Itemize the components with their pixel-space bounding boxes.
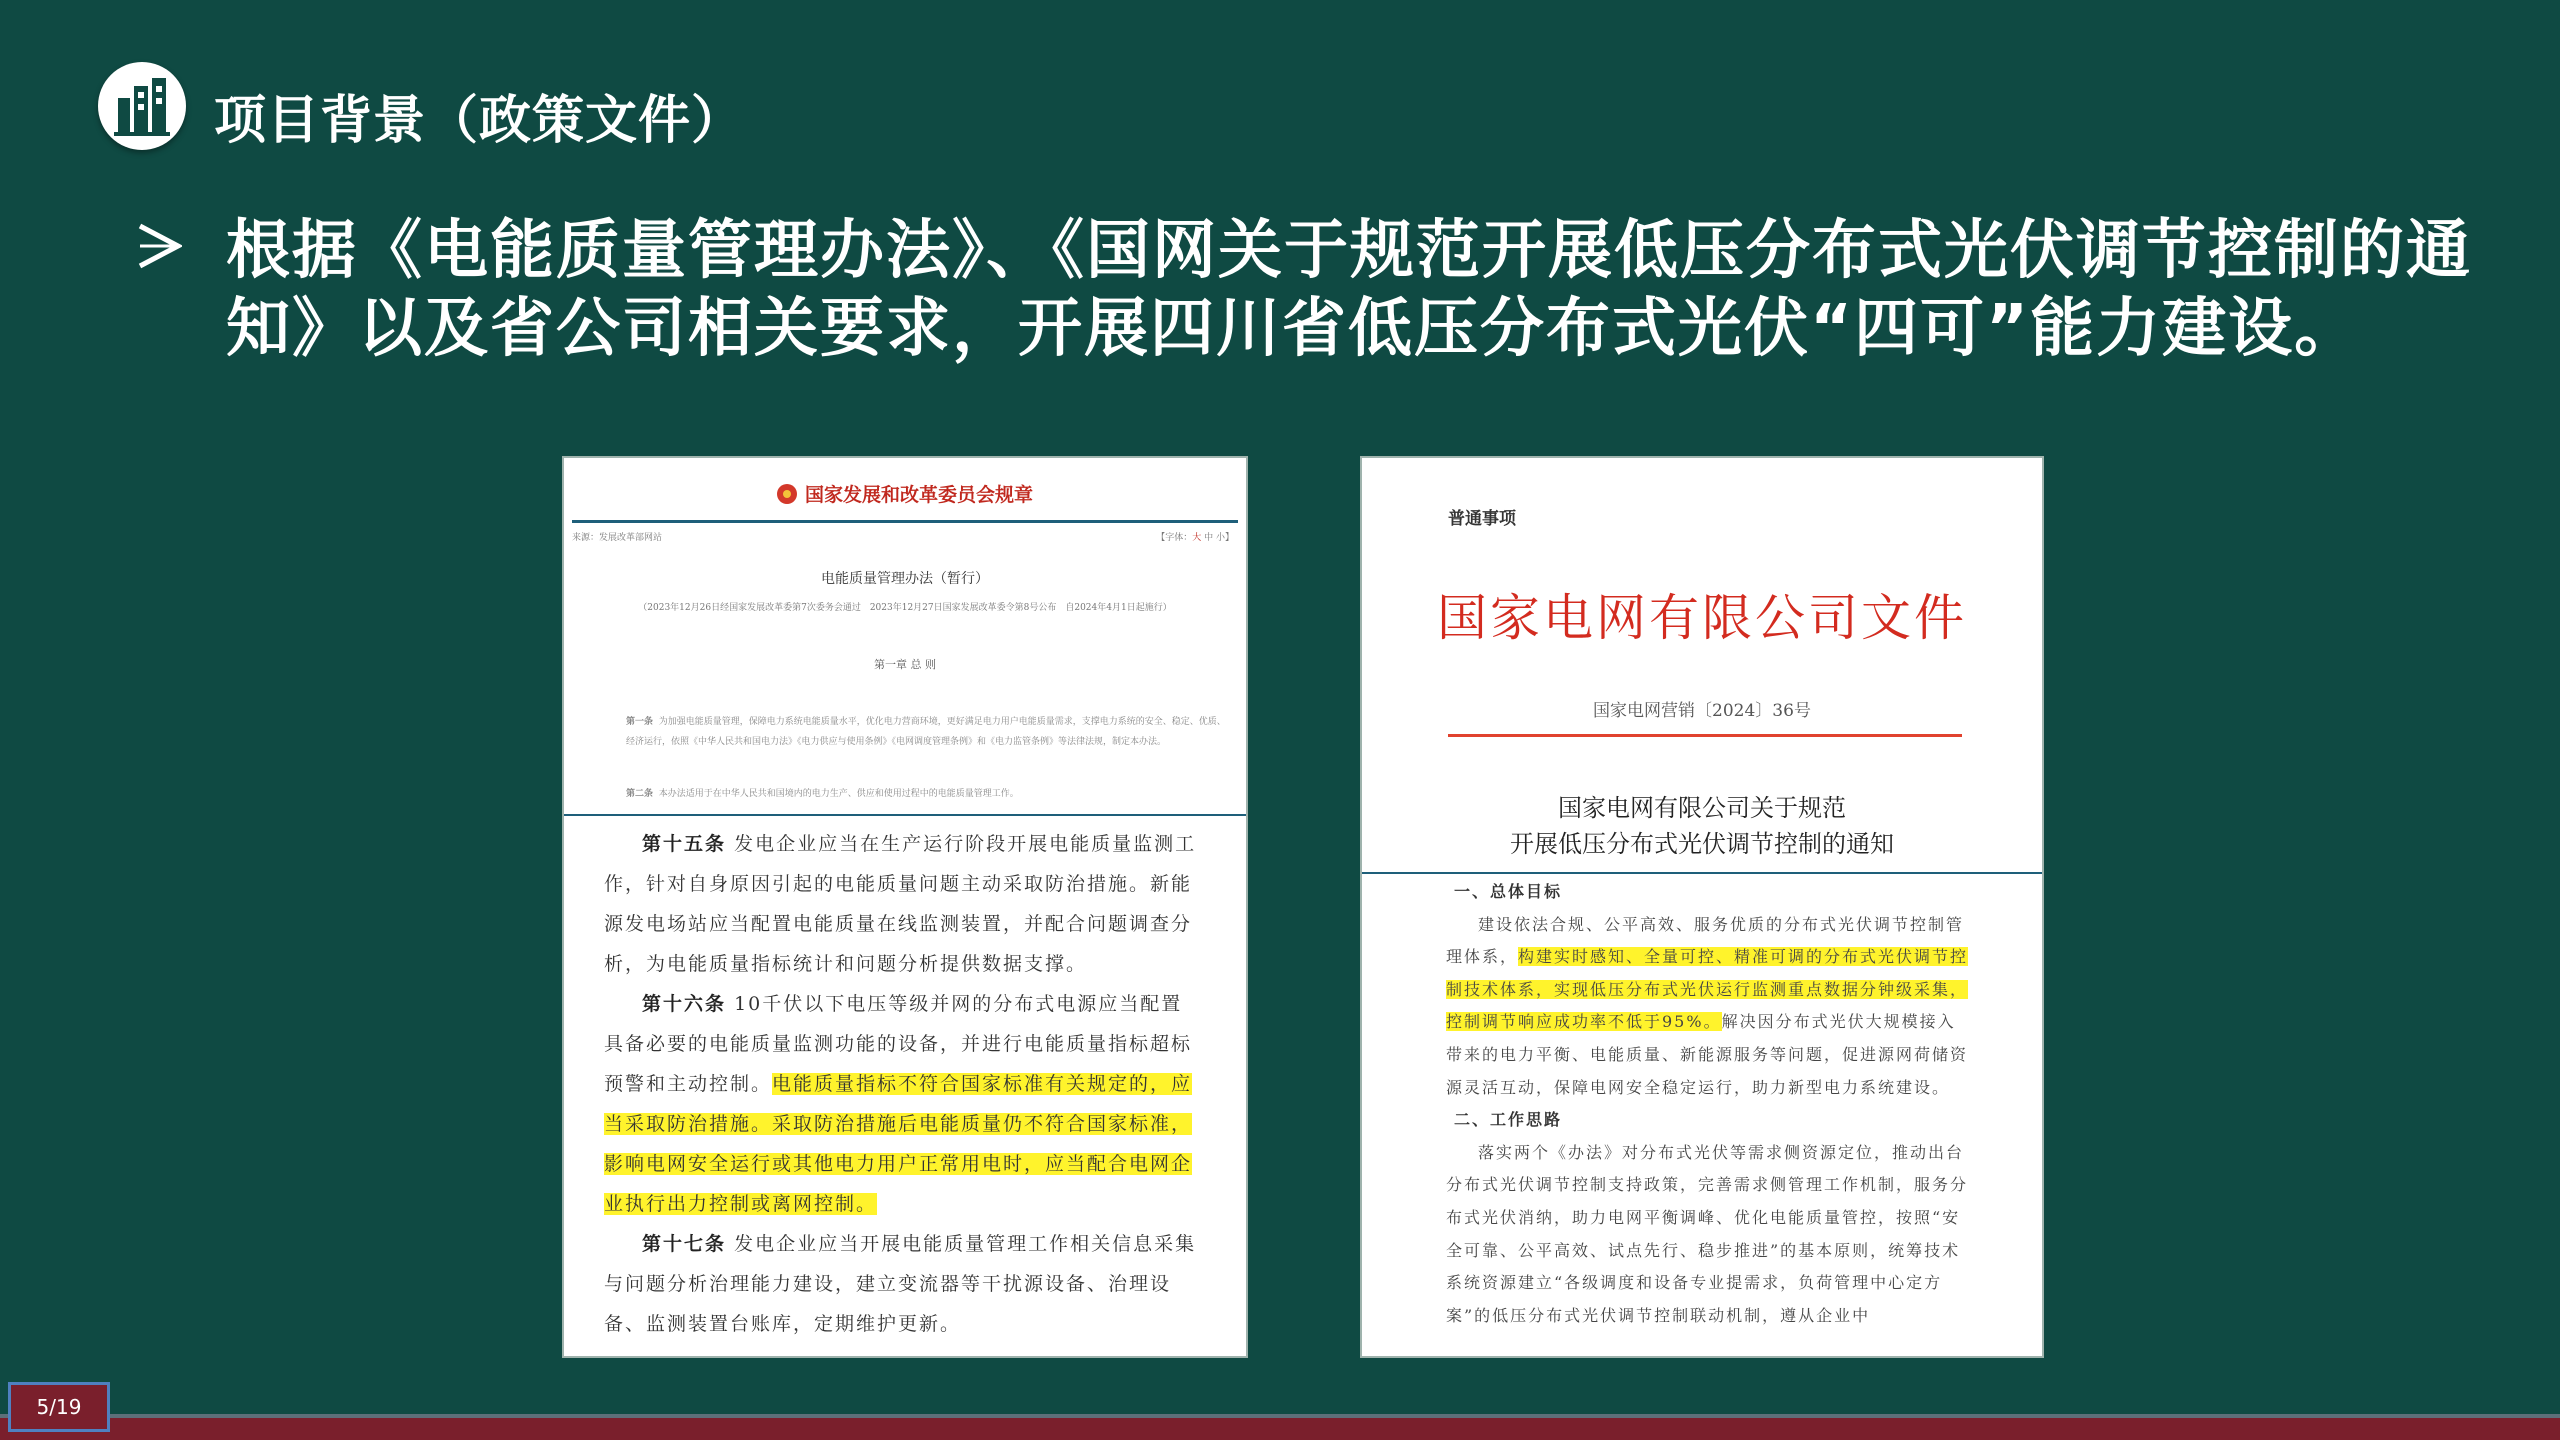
paragraph: 落实两个《办法》对分布式光伏等需求侧资源定位，推动出台分布式光伏调节控制支持政策，完善需求侧管理工作机制，服务分布式光伏消纳，助力电网平衡调峰、优化电能质量管控，按照“安全可靠、公平高效、试点先行、稳步推进”的基本原则，统筹技术系统资源建立“各级调度和设备专业提需求，负荷管理中心定方案”的低压分布式光伏调节控制联动机制，遵从企业中 bbox=[1446, 1142, 1969, 1325]
article-15: 第十五条 发电企业应当在生产运行阶段开展电能质量监测工作，针对自身原因引起的电能质量问题主动采取防治措施。新能源发电场站应当配置电能质量在线监测装置，并配合问题调查分析，为电能质量指标统计和问题分析提供数据支撑。 bbox=[604, 833, 1197, 975]
highlighted-text: 电能质量指标不符合国家标准有关规定的，应当采取防治措施。采取防治措施后电能质量仍不符合国家标准，影响电网安全运行或其他电力用户正常用电时，应当配合电网企业执行出力控制或离网控制。 bbox=[604, 1073, 1193, 1215]
building-icon bbox=[114, 76, 170, 136]
footer-bar bbox=[0, 1418, 2560, 1440]
section-heading: 一、总体目标 bbox=[1454, 882, 1563, 901]
article-17: 第十七条 发电企业应当开展电能质量管理工作相关信息采集与问题分析治理能力建设，建立变流器等干扰源设备、治理设备、监测装置台账库，定期维护更新。 bbox=[604, 1233, 1197, 1335]
doc-heading: 国家电网有限公司关于规范 开展低压分布式光伏调节控制的通知 bbox=[1510, 794, 1894, 858]
doc-divider bbox=[564, 814, 1246, 816]
doc-body bbox=[1446, 876, 1970, 1332]
article-16: 第十六条 10千伏以下电压等级并网的分布式电源应当配置具备必要的电能质量监测功能的设备，并进行电能质量指标超标预警和主动控制。电能质量指标不符合国家标准有关规定的，应当采取防治措施。采取防治措施后电能质量仍不符合国家标准，影响电网安全运行或其他电力用户正常用电时，应当配合电网企业执行出力控制或离网控制。 bbox=[604, 993, 1193, 1215]
font-size-controls: 【字体：大 中 小】 bbox=[1156, 533, 1234, 543]
doc-chapter: 第一章 总 则 bbox=[874, 658, 936, 671]
doc-tag: 普通事项 bbox=[1448, 509, 1516, 529]
bullet-text: 根据《电能质量管理办法》、《国网关于规范开展低压分布式光伏调节控制的通知》以及省公司相关要求，开展四川省低压分布式光伏“四可”能力建设。 bbox=[226, 214, 2472, 366]
section-heading: 二、工作思路 bbox=[1454, 1110, 1563, 1130]
doc-number: 国家电网营销〔2024〕36号 bbox=[1593, 701, 1811, 721]
doc-subtitle: （2023年12月26日经国家发展改革委第7次委务会通过 2023年12月27日国家发展改革委令第8号公布 自2024年4月1日起施行） bbox=[638, 603, 1172, 613]
doc-header: 国家发展和改革委员会规章 bbox=[564, 480, 1246, 507]
doc-title: 国家电网有限公司文件 bbox=[1437, 589, 1967, 647]
paragraph: 建设依法合规、公平高效、服务优质的分布式光伏调节控制管理体系，构建实时感知、全量可控、精准可调的分布式光伏调节控制技术体系，实现低压分布式光伏运行监测重点数据分钟级采集，控制调节响应成功率不低于95%。解决因分布式光伏大规模接入带来的电力平衡、电能质量、新能源服务等问题，促进源网荷储资源灵活互动，保障电网安全稳定运行，助力新型电力系统建设。 bbox=[1446, 914, 1969, 1097]
article-2: 第二条 本办法适用于在中华人民共和国境内的电力生产、供应和使用过程中的电能质量管理工作。 bbox=[626, 789, 1019, 799]
arrow-bullet-icon bbox=[138, 222, 182, 274]
highlighted-text: 构建实时感知、全量可控、精准可调的分布式光伏调节控制技术体系，实现低压分布式光伏运行监测重点数据分钟级采集，控制调节响应成功率不低于95%。 bbox=[1446, 947, 1969, 1032]
article-1: 第一条 为加强电能质量管理，保障电力系统电能质量水平，优化电力营商环境，更好满足电力用户电能质量需求，支撑电力系统的安全、稳定、优质、经济运行，依照《中华人民共和国电力法》《电力供应与使用条例》《电网调度管理条例》和《电力监管条例》等法律法规，制定本办法。 bbox=[626, 717, 1226, 747]
page-title: 项目背景（政策文件） bbox=[214, 91, 745, 151]
document-image-right bbox=[1360, 456, 2044, 1358]
doc-divider bbox=[1362, 872, 2042, 874]
doc-source: 来源：发展改革部网站 bbox=[572, 533, 663, 543]
doc-title: 电能质量管理办法（暂行） bbox=[821, 571, 989, 587]
page-number: 5/19 bbox=[8, 1382, 110, 1432]
logo-badge bbox=[98, 62, 186, 150]
document-image-left bbox=[562, 456, 1248, 1358]
doc-red-rule bbox=[1448, 734, 1962, 737]
doc-rule bbox=[572, 520, 1238, 523]
national-emblem-icon bbox=[777, 484, 797, 504]
doc-body bbox=[604, 824, 1202, 1344]
